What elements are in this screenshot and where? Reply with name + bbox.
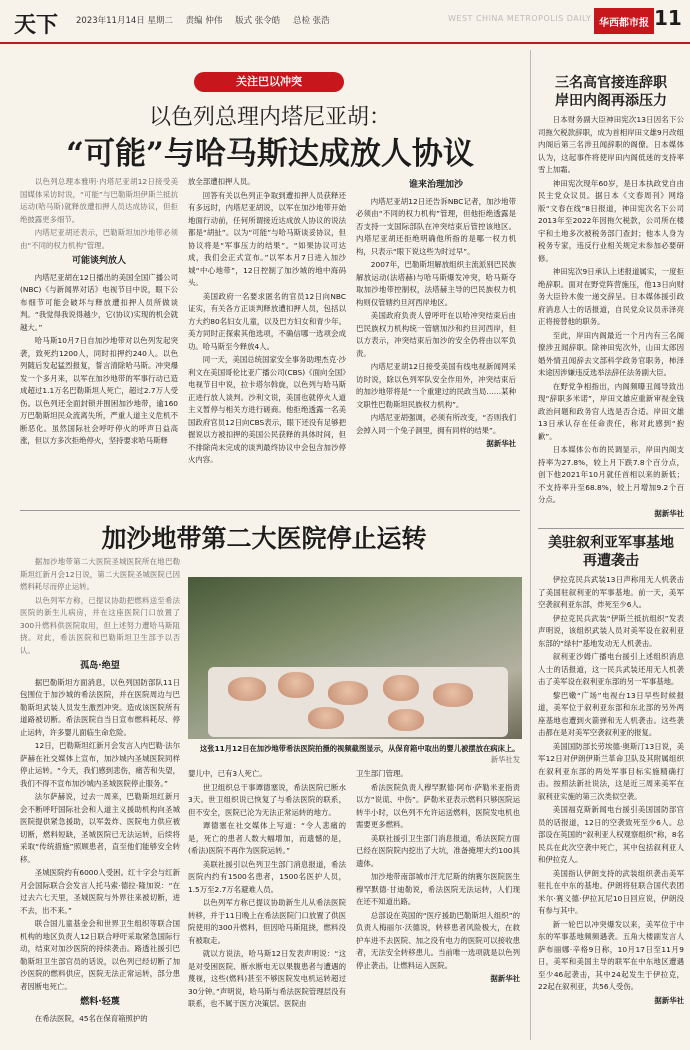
sidebar2-headline: 美驻叙利亚军事基地 再遭袭击 xyxy=(548,535,674,569)
paragraph: 据巴勒斯坦方面消息，以色列国防部队11日包围位于加沙城的希法医院，并在医院周边与巴勒斯坦武装人员发生激烈冲突。造成该医院所有道路被切断。希法医院自当日宣布燃料耗尽、停止运转，许多婴儿面临生命危险。 xyxy=(20,677,180,737)
column-subhead: 可能谈判放人 xyxy=(71,256,126,266)
paragraph: 日本财务副大臣神田宪次13日因名下公司拖欠税款辞职，成为首相岸田文雄9月改组内阁后第三名涉丑闻辞职的阁僚。日本媒体认为，这起事件将使岸田内阁低迷的支持率雪上加霜。 xyxy=(538,115,684,174)
source-credit: 据新华社 xyxy=(654,508,684,518)
photo-baby xyxy=(388,709,424,731)
paragraph: 联合国儿童基金会和世界卫生组织等联合国机构的地区负责人12日联合呼吁采取紧急国际行动，结束对加沙医院的持续袭击。路透社援引巴勒斯坦卫生部官员的话说，以色列已经切断了加沙医院的燃料供应，医院无法正常运转，部分患者因断电死亡。 xyxy=(20,919,180,991)
page-header xyxy=(0,0,690,44)
proof-credit: 总检 张浩 xyxy=(292,16,330,26)
paragraph: 哈马斯10月7日自加沙地带对以色列发起突袭，致死约1200人，同时扣押约240人。以色列随后发起猛烈报复，誓言清除哈马斯。冲突爆发一个多月来，以军在加沙地带的军事行动已造成超过1.1万名巴勒斯坦人死亡，超过2.7万人受伤。以色列还全面封锁并围困加沙地带，逾160万巴勒斯坦民众流离失所，严重人道主义危机不断恶化。虽然国际社会呼吁停火的呼声日益高涨，但以方多次拒绝停火，坚持要求哈马斯释 xyxy=(20,336,178,445)
source-credit: 据新华社 xyxy=(490,974,520,983)
paragraph: 美国福克斯新闻电台援引美国国防部官员的话报道，12日的空袭致死至少6人。总部设在英国的“叙利亚人权观察组织”称，8名民兵在此次空袭中死亡，其中包括叙利亚人和伊拉克人。 xyxy=(538,805,684,864)
story-divider xyxy=(20,510,520,511)
paragraph: 法尔萨赫说，过去一周来，巴勒斯坦红新月会不断呼吁国际社会和人道主义援助机构向圣城医院提供紧急援助，以军轰炸、医院电力供应被切断，燃料短缺，圣城医院已无法运转，后续将采取“传统措施”照顾患者，直至他们能够安全转移。 xyxy=(20,792,180,864)
topic-kicker: 关注巴以冲突 xyxy=(194,72,344,92)
paragraph: 以色列军方称已提议协助新生儿从希法医院转移，并于11日晚上在希法医院门口放置了供医院使用的300升燃料，但因哈马斯阻挠，燃料没有被取走。 xyxy=(188,898,346,945)
issue-date: 2023年11月14日 星期二 xyxy=(76,16,173,26)
photo-baby xyxy=(433,683,473,707)
sidebar-separator xyxy=(538,528,684,529)
paragraph: 内塔尼亚胡强调，必须有所改变，“否则我们会掉入同一个兔子洞里，拥有同样的结果”。 xyxy=(356,413,516,435)
paragraph: 内塔尼亚胡还表示，巴勒斯坦加沙地带必须由“不同的权力机构”管理。 xyxy=(20,228,178,250)
paragraph: 内塔尼亚胡12日还告诉NBC记者，加沙地带必须由“不同的权力机构”管理，但他拒绝透露是否支持一支国际部队在冲突结束后管控该地区。内塔尼亚胡还拒绝明确他所指的是哪一权力机构，只表示“眼下说这些为时过早”。 xyxy=(356,196,516,256)
story1-headline: “可能”与哈马斯达成放人协议 xyxy=(66,136,474,172)
paragraph: 美国国防部长劳埃德·奥斯汀13日说，美军12日对伊朗伊斯兰革命卫队及其附属组织在叙利亚东部的两处军事目标实施精确打击。按照法新社说法，这是近三周来美军在叙利亚实施的第三次类似空袭。 xyxy=(538,741,684,801)
photo-baby xyxy=(383,675,419,701)
sidebar-divider xyxy=(530,50,531,1040)
paragraph: 加沙地带南部城市汗尤尼斯的纳赛尔医院医生穆罕默德·甘迪勒说，希法医院无法运转，人们现在还不知道出路。 xyxy=(356,872,520,906)
paragraph: 希法医院负责人穆罕默德·阿布·萨勒米亚指责以方“说谎、中伤”。萨勒米亚表示燃料只够医院运转半小时，以色列不允许运送燃料，医院发电机也需要更多燃料。 xyxy=(356,782,520,829)
paragraph: 黎巴嫩“广场”电视台13日早些时候报道，美军位于叙利亚东部和东北部的另外两座基地也遭到火箭弹和无人机袭击。这些袭击都在是对美军空袭叙利亚的报复。 xyxy=(538,690,684,737)
paragraph: 美联社援引卫生部门消息报道，希法医院方面已经在医院院内挖出了大坑，准备掩埋大约100具遗体。 xyxy=(356,833,520,868)
photo-baby xyxy=(278,672,314,698)
column-subhead: 谁来治理加沙 xyxy=(408,180,463,190)
story2-column-1 xyxy=(20,556,180,1040)
story1-subtitle: 以色列总理内塔尼亚胡： xyxy=(148,105,391,130)
paragraph: 婴儿中，已有3人死亡。 xyxy=(188,769,267,778)
paragraph: 日本媒体公布的民调显示，岸田内阁支持率为27.8%，较上月下跌7.8个百分点，创下他2021年10月就任首相以来的新低；不支持率升至68.8%，较上月增加9.2个百分点。 xyxy=(538,445,684,504)
sidebar1-headline: 三名高官接连辞职 岸田内阁再添压力 xyxy=(555,75,667,109)
paragraph: 回答有关以色列正争取到遭扣押人员获释还有多远时，内塔尼亚胡说，以军在加沙地带开始地面行动前，任何所谓接近达成放人协议的说法都是“胡扯”。以为“可能”与哈马斯谈妥协议，但协议将是“军事压力的结果”。“如果协议可达成，我们会正式宣布。”以军本月7日进入加沙城“中心地带”，12日控制了加沙城的地中海码头。 xyxy=(188,190,346,287)
story2-headline: 加沙地带第二大医院停止运转 xyxy=(101,524,427,553)
paragraph: 内塔尼亚胡在12日播出的美国全国广播公司(NBC)《与新闻界对话》电视节目中说，眼下公布细节可能会破坏与释放遭扣押人员所做谈判。“我觉得我说得越少，它(协议)实现的机会就越大。” xyxy=(20,272,178,332)
paragraph: 谭德塞在社交媒体上写道：“令人悲痛的是，死亡的患者人数大幅增加，而遗憾的是，(希法)医院不再作为医院运转。” xyxy=(188,821,346,855)
story1-column-2 xyxy=(188,176,346,508)
paragraph: 神田宪次现年60岁，是日本执政党自由民主党众议员。据日本《文春周刊》网络版“文春在线”8日报道，神田宪次名下公司2013年至2022年因拖欠税款，公司所在楼宇和土地多次被税务部门查封；他本人身为税务专家，违反行业相关规定未参加必要研修。 xyxy=(538,178,684,263)
paragraph: 就以方说法，哈马斯12日发表声明说：“这是对受困医院、断水断电无以果腹患者与遭遇的蔑视，这些(燃料)甚至不够医院发电机运转超过30分钟。”声明说，哈马斯与希法医院管理层没有联系，也不属于医方决策层。医院由 xyxy=(188,949,346,1008)
paragraph: 同一天，美国总统国家安全事务助理杰克·沙利文在美国哥伦比亚广播公司(CBS)《面向全国》电视节目中说，拉卡塔尔斡旋，以色列与哈马斯正进行放人谈判。沙利文说，美国也就停火人道主义暂停与相关方进行磋商。他拒绝透露一名美国政府官员12日向CBS表示，眼下还没有足够把握说以方被扣押的美国公民获释的具体时间，但不排除尚未完成的谈判最终协议中会包含加沙停火内容。 xyxy=(188,355,346,464)
photo-caption xyxy=(200,743,520,765)
paragraph: 12日，巴勒斯坦红新月会发言人内巴勒·法尔萨赫在社交媒体上宣布，加沙城内圣城医院同样停止运转。“今天，我们感到悲伤，痛苦和失望，我们不得不宣布加沙城内圣城医院停止服务。” xyxy=(20,741,180,788)
newspaper-logo: 华西都市报 xyxy=(594,8,654,34)
sidebar2-body xyxy=(538,574,684,1040)
paragraph: 伊拉克民兵武装13日声称用无人机袭击了美国驻叙利亚的军事基地。前一天，美军空袭叙利亚东部，炸死至少6人。 xyxy=(538,575,684,609)
page-number: 11 xyxy=(654,6,682,30)
paragraph: 放全部遭扣押人员。 xyxy=(188,177,255,186)
paragraph: 美国政府负责人曾呼吁在以哈冲突结束后由巴民族权力机构统一管辖加沙和约旦河西岸，但以方表示，冲突结束后加沙的安全仍将由以军负责。 xyxy=(356,311,516,358)
story2-column-3 xyxy=(356,768,520,1040)
column-subhead: 孤岛·绝望 xyxy=(80,661,120,671)
story1-column-1 xyxy=(20,176,178,508)
paragraph: 伊拉克民兵武装“伊斯兰抵抗组织”发表声明说，该组织武装人员对美军设在叙利亚东部的“绿村”基地发动无人机袭击。 xyxy=(538,613,684,648)
paragraph: 卫生部门管理。 xyxy=(356,769,408,778)
paragraph: 据加沙地带第二大医院圣城医院所在地巴勒斯坦红新月会12日说，第二大医院圣城医院已因燃料耗尽而停止运转。 xyxy=(20,557,180,591)
english-masthead: WEST CHINA METROPOLIS DAILY xyxy=(448,14,592,23)
header-meta xyxy=(76,14,340,26)
paragraph: 美联社援引以色列卫生部门消息报道，希法医院内约有1500名患者，1500名医护人员，1.5万至2.7万名避难人员。 xyxy=(188,859,346,894)
paragraph: 2007年，巴勒斯坦解放组织主流派别巴民族解放运动(法塔赫)与哈马斯爆发冲突，哈马斯夺取加沙地带控制权，法塔赫主导的巴民族权力机构则仅管辖约旦河西岸地区。 xyxy=(356,260,516,307)
paragraph: 至此，岸田内阁最近一个月内有三名阁僚涉丑闻辞职。除神田宪次外，山田太郎因婚外情丑闻辞去文部科学政务官职务，柿泽未途因涉嫌违反选举法辞任法务副大臣。 xyxy=(538,330,684,377)
news-photo-hospital-babies xyxy=(188,577,522,739)
paragraph: 以色列军方称，已提议协助把燃料送至希法医院的新生儿病房，并在这座医院门口放置了300升燃料供医院取用，但上述努力遭哈马斯阻挠。对此，希法医院和巴勒斯坦卫生部予以否认。 xyxy=(20,595,180,655)
layout-credit: 版式 张令皓 xyxy=(235,16,281,26)
paragraph: 内塔尼亚胡12日接受美国有线电视新闻网采访时说，除以色列军队安全作用外，冲突结束后的加沙地带将是“一个重建过的民政当局……某种文职性巴勒斯坦民族权力机构”。 xyxy=(356,362,516,409)
paragraph: 神田宪次9日承认上述报道属实，一度拒绝辞职。面对在野党阵营施压，他13日向财务大臣铃木俊一递交辞呈。日本媒体援引政府消息人士的话报道，自民党众议员赤泽亮正将接替他的职务。 xyxy=(538,267,684,326)
source-credit: 据新华社 xyxy=(654,995,684,1005)
photo-baby xyxy=(308,707,344,729)
story2-column-2 xyxy=(188,768,346,1040)
editor: 责编 仲伟 xyxy=(185,16,223,26)
paragraph: 新一轮巴以冲突爆发以来，美军位于中东的军事基地频频遇袭。五角大楼副发言人萨布丽娜·辛格9日称，10月17日至11月9日，美军和美国主导的联军在中东地区遭遇至少46起袭击，其中24起发生于伊拉克，22起在叙利亚，共56人受伤。 xyxy=(538,919,684,991)
source-credit: 据新华社 xyxy=(486,439,516,448)
photo-credit: 新华社发 xyxy=(490,755,520,764)
paragraph: 叙利亚沙姆广播电台援引上述组织消息人士的话报道，这一民兵武装还用无人机袭击了美军设在叙利亚东部的另一军事基地。 xyxy=(538,652,684,686)
paragraph: 美国政府一名要求匿名的官员12日向NBC证实，有关各方正谈判释放遭扣押人员，包括以方大约80名妇女儿童，以及巴方妇女和青少年。美方同时正探索其他选项，不确信哪一选项会成功。哈马斯至今释放4人。 xyxy=(188,291,346,351)
section-name: 天下 xyxy=(14,12,59,38)
paragraph: 世卫组织总干事谭德塞说，希法医院已断水3天。世卫组织说已恢复了与希法医院的联系，但不安全，医院已沦为无法正常运转的地方。 xyxy=(188,782,346,817)
paragraph: 在希法医院，45名在保育箱照护的 xyxy=(34,1013,148,1023)
paragraph: 在野党争相指出，内阁频曝丑闻导致出现“辞职多米诺”，岸田文雄应重新审视金钱政治问题和政务官人选是否合适。岸田文雄13日承认存在任命责任，称对此感到“抱歉”。 xyxy=(538,381,684,441)
story1-column-3 xyxy=(356,176,516,508)
paragraph: 总部设在英国的“医疗援助巴勒斯坦人组织”的负责人梅丽尔·沃德说，转移患者风险极大，在救护车进不去医院、加之没有电力的医院可以接收患者，无法安全转移患儿。当前唯一选项就是以色列停止袭击，让燃料运入医院。 xyxy=(356,910,520,970)
caption-text: 这张11月12日在加沙地带希法医院拍摄的视频截图显示，从保育箱中取出的婴儿被摆放在病床上。 xyxy=(200,744,520,753)
paragraph: 圣城医院约有6000人受困。红十字会与红新月会国际联合会发言人托马索·德拉·隆加说：“在过去六七天里，圣城医院与外界往来被切断，进不去，出不来。” xyxy=(20,868,180,915)
photo-baby xyxy=(228,677,266,701)
photo-baby xyxy=(328,681,368,705)
column-subhead: 燃料·轻蔑 xyxy=(80,997,120,1007)
paragraph: 以色列总理本雅明·内塔尼亚胡12日接受美国媒体采访时说，“可能”与巴勒斯坦伊斯兰抵抗运动(哈马斯)就释放遭扣押人员达成协议，但拒绝披露更多细节。 xyxy=(20,177,178,224)
sidebar1-body xyxy=(538,114,684,524)
paragraph: 美国指认伊朗支持的武装组织袭击美军驻扎在中东的基地。伊朗将驻联合国代表团米尔·赛义德·伊拉瓦尼10日回应说，伊朗没有参与其中。 xyxy=(538,868,684,915)
